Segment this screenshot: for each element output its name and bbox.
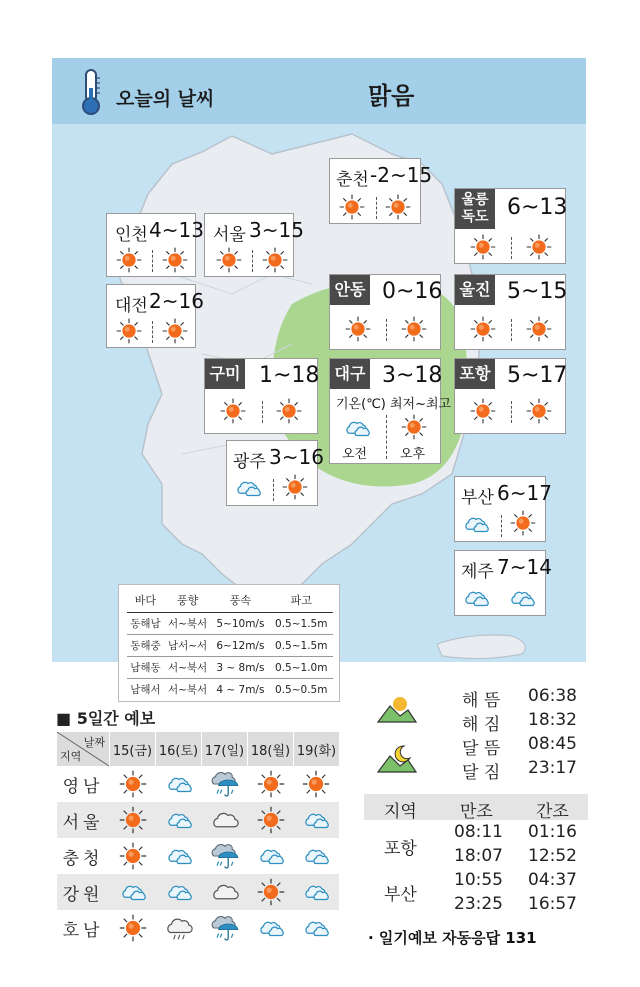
moonrise-time: 08:45 xyxy=(528,734,577,754)
sunset-label: 해 짐 xyxy=(462,715,501,735)
sea-cell: 4 ~ 7m/s xyxy=(216,683,265,696)
jeju-island xyxy=(437,635,525,659)
sun-icon xyxy=(281,473,309,501)
sun-icon xyxy=(161,246,189,274)
tide-low-2: 12:52 xyxy=(528,846,577,866)
tide-region: 포항 xyxy=(384,839,417,859)
sun-icon xyxy=(115,317,143,345)
corner-date-label: 날짜 xyxy=(83,736,105,749)
city-temp-range: 5~17 xyxy=(507,363,568,388)
sun-icon xyxy=(275,397,303,425)
sea-cell: 남해서 xyxy=(130,684,161,696)
moonrise-icon xyxy=(376,740,418,776)
city-temp-range: 3~16 xyxy=(269,445,324,469)
temp-legend: 기온(℃) 최저~최고 xyxy=(336,397,452,412)
moonset-time: 23:17 xyxy=(528,758,577,778)
sea-cell: 5~10m/s xyxy=(211,613,269,635)
rain-icon xyxy=(209,768,241,800)
city-name: 인천 xyxy=(115,225,148,245)
cloud-icon xyxy=(233,473,263,503)
sea-forecast-table xyxy=(118,584,340,702)
table-row xyxy=(127,635,333,657)
sun-icon xyxy=(509,509,537,537)
city-daegu xyxy=(329,358,452,464)
city-temp-range: 3~18 xyxy=(382,363,443,388)
cloud-icon xyxy=(301,841,331,871)
sun-icon xyxy=(400,315,428,343)
tide-low-2: 16:57 xyxy=(528,894,577,914)
moonrise-label: 달 뜸 xyxy=(462,739,501,759)
overcast-icon xyxy=(210,877,240,907)
city-name: 광주 xyxy=(233,452,266,472)
ars-phone-line: · 일기예보 자동응답 131 xyxy=(368,929,537,947)
sunrise-time: 06:38 xyxy=(528,686,577,706)
tide-low-1: 01:16 xyxy=(528,822,577,842)
sea-cell: 3 ~ 8m/s xyxy=(211,657,269,679)
city-jeju xyxy=(454,550,552,616)
sea-cell: 남서~서 xyxy=(164,635,211,657)
table-row xyxy=(127,657,333,679)
forecast-header-row xyxy=(57,732,340,766)
sun-icon xyxy=(118,805,148,835)
city-tag xyxy=(455,189,495,229)
forecast-title: ■ 5일간 예보 xyxy=(56,709,156,728)
day-label: 18(월) xyxy=(248,732,294,766)
divider xyxy=(386,319,387,341)
sun-icon xyxy=(161,317,189,345)
rain-icon xyxy=(209,912,241,944)
sun-icon xyxy=(215,246,243,274)
sea-cell: 서~북서 xyxy=(164,613,211,635)
shower-icon xyxy=(164,913,194,943)
cloud-icon xyxy=(164,769,194,799)
divider xyxy=(511,401,512,423)
thermometer-icon xyxy=(78,68,104,116)
divider xyxy=(252,250,253,272)
sun-icon xyxy=(219,397,247,425)
divider xyxy=(501,515,502,537)
sun-icon xyxy=(469,315,497,343)
cloud-icon xyxy=(256,841,286,871)
city-temp-range: -2~15 xyxy=(370,163,433,187)
sun-icon xyxy=(525,233,553,261)
city-pohang xyxy=(454,358,566,434)
city-uljin xyxy=(454,274,566,350)
cloud-icon xyxy=(342,413,372,443)
sun-icon xyxy=(338,193,366,221)
table-row xyxy=(57,802,340,838)
city-tag: 안동 xyxy=(330,275,370,305)
day-label: 15(금) xyxy=(110,732,156,766)
region-label: 영남 xyxy=(62,776,104,797)
table-row xyxy=(127,679,333,701)
divider xyxy=(386,415,387,459)
forecast-table xyxy=(56,732,339,946)
sea-header: 풍속 xyxy=(211,589,269,613)
sea-header: 바다 xyxy=(127,589,164,613)
sun-icon xyxy=(115,246,143,274)
sun-icon xyxy=(384,193,412,221)
table-row xyxy=(57,910,340,946)
sun-icon xyxy=(301,769,331,799)
sun-icon xyxy=(261,246,289,274)
city-tag: 울진 xyxy=(455,275,495,305)
divider xyxy=(152,250,153,272)
divider xyxy=(262,401,263,423)
overcast-icon xyxy=(210,805,240,835)
table-row xyxy=(57,766,340,802)
city-temp-range: 1~18 xyxy=(259,363,320,388)
page-title: 오늘의 날씨 xyxy=(116,88,215,110)
sunset-time: 18:32 xyxy=(528,710,577,730)
sun-icon xyxy=(256,805,286,835)
sun-icon xyxy=(469,233,497,261)
city-temp-range: 4~13 xyxy=(149,218,204,242)
sun-icon xyxy=(118,913,148,943)
region-label: 서울 xyxy=(57,802,110,838)
cloud-icon xyxy=(164,877,194,907)
corner-region-label: 지역 xyxy=(60,750,82,763)
city-temp-range: 5~15 xyxy=(507,279,568,304)
tide-header-low: 간조 xyxy=(536,802,569,822)
city-temp-range: 0~16 xyxy=(382,279,443,304)
day-label: 17(일) xyxy=(202,732,248,766)
city-name: 부산 xyxy=(461,488,494,508)
sea-cell: 0.5~0.5m xyxy=(275,683,328,696)
moonset-label: 달 짐 xyxy=(462,763,501,783)
sun-icon xyxy=(525,397,553,425)
sea-cell: 남해동 xyxy=(127,657,164,679)
sun-icon xyxy=(256,877,286,907)
city-busan xyxy=(454,476,552,542)
cloud-icon xyxy=(118,877,148,907)
city-name: 대전 xyxy=(115,296,148,316)
cloud-icon xyxy=(164,841,194,871)
cloud-icon xyxy=(301,913,331,943)
day-label: 16(토) xyxy=(156,732,202,766)
city-daejeon xyxy=(106,284,204,348)
tide-high-2: 18:07 xyxy=(454,846,503,866)
divider xyxy=(273,479,274,501)
city-temp-range: 7~14 xyxy=(497,555,552,579)
divider xyxy=(152,321,153,343)
city-chuncheon xyxy=(329,158,433,224)
city-gumi xyxy=(204,358,318,434)
tide-region: 부산 xyxy=(384,885,417,905)
cloud-icon xyxy=(301,805,331,835)
table-row xyxy=(57,838,340,874)
sunrise-icon xyxy=(376,690,418,726)
sea-header: 풍향 xyxy=(164,589,211,613)
divider xyxy=(511,237,512,259)
city-temp-range: 6~17 xyxy=(497,481,552,505)
day-label: 19(화) xyxy=(294,732,340,766)
city-name-line1: 울릉 xyxy=(461,192,489,208)
city-tag: 포항 xyxy=(455,359,495,389)
city-name: 춘천 xyxy=(336,170,369,190)
city-name-line2: 독도 xyxy=(461,209,489,225)
tide-low-1: 04:37 xyxy=(528,870,577,890)
cloud-icon xyxy=(256,913,286,943)
city-tag: 구미 xyxy=(205,359,245,389)
cloud-icon xyxy=(164,805,194,835)
corner-cell xyxy=(57,732,110,766)
city-gwangju xyxy=(226,440,324,506)
sun-icon xyxy=(118,769,148,799)
cloud-icon xyxy=(301,877,331,907)
city-name: 서울 xyxy=(213,225,246,245)
sunrise-label: 해 뜸 xyxy=(462,691,501,711)
city-temp-range: 2~16 xyxy=(149,289,204,313)
sea-cell: 0.5~1.0m xyxy=(270,657,334,679)
table-row xyxy=(127,613,333,635)
table-row xyxy=(57,874,340,910)
sun-icon xyxy=(344,315,372,343)
city-temp-range: 3~15 xyxy=(249,218,304,242)
city-name: 제주 xyxy=(461,562,494,582)
sea-cell: 6~12m/s xyxy=(211,635,269,657)
sea-cell: 서~북서 xyxy=(164,657,211,679)
sun-icon xyxy=(525,315,553,343)
cloud-icon xyxy=(461,509,491,539)
city-seoul xyxy=(204,213,304,277)
region-label: 강원 xyxy=(57,874,110,910)
am-label: 오전 xyxy=(342,447,368,462)
rain-icon xyxy=(209,840,241,872)
tide-high-1: 10:55 xyxy=(454,870,503,890)
sea-cell: 0.5~1.5m xyxy=(270,613,334,635)
sun-icon xyxy=(256,769,286,799)
city-incheon xyxy=(106,213,204,277)
header-bar xyxy=(52,58,586,124)
sea-header: 파고 xyxy=(270,589,334,613)
city-ulleung xyxy=(454,188,566,264)
sea-cell: 서~북서 xyxy=(167,684,208,696)
tide-high-2: 23:25 xyxy=(454,894,503,914)
city-andong xyxy=(329,274,441,350)
sea-cell: 동해남 xyxy=(127,613,164,635)
sun-icon xyxy=(469,397,497,425)
cloud-icon xyxy=(461,583,491,613)
divider xyxy=(511,319,512,341)
city-temp-range: 6~13 xyxy=(507,195,568,220)
sun-icon xyxy=(118,841,148,871)
city-tag: 대구 xyxy=(330,359,370,389)
region-label: 충청 xyxy=(62,848,104,869)
region-label: 호남 xyxy=(62,920,104,941)
cloud-icon xyxy=(507,583,537,613)
tide-high-1: 08:11 xyxy=(454,822,503,842)
weather-condition: 맑음 xyxy=(368,82,415,110)
sea-cell: 동해중 xyxy=(127,635,164,657)
tide-header-region: 지역 xyxy=(384,802,417,822)
pm-label: 오후 xyxy=(400,447,426,462)
tide-header-high: 만조 xyxy=(460,802,493,822)
sun-icon xyxy=(400,413,428,441)
sea-cell: 0.5~1.5m xyxy=(270,635,334,657)
divider xyxy=(376,197,377,219)
